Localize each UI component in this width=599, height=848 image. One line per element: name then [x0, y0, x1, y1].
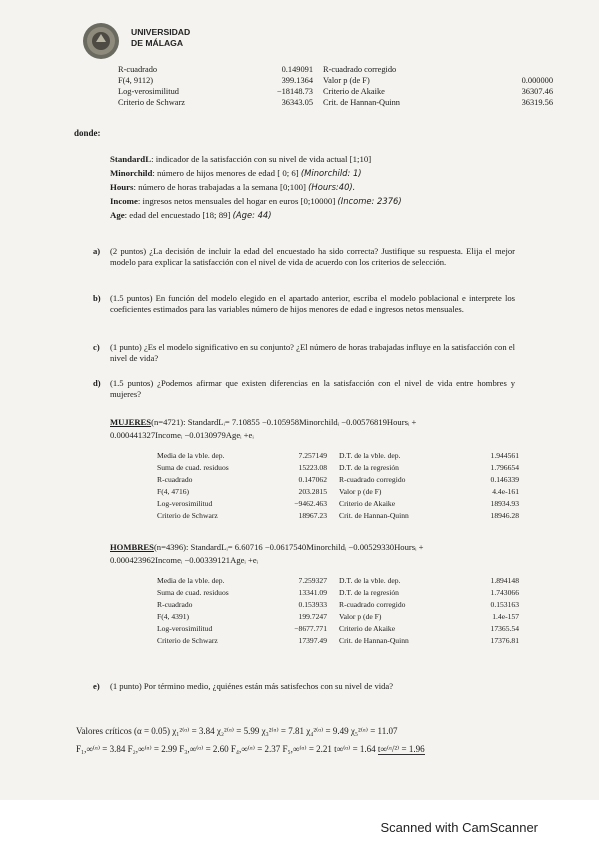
hombres-equation-line2: 0.000423962Incomeᵢ −0.00339121Ageᵢ +eᵢ: [110, 554, 259, 565]
stat-label: Criterio de Schwarz: [118, 98, 185, 107]
table-row: [157, 462, 519, 474]
question-c: [93, 342, 515, 364]
table-row: [157, 635, 519, 647]
stat-value: 1.944561: [490, 451, 519, 460]
stat-label: F(4, 4716): [157, 487, 190, 496]
stat-value: −18148.73: [276, 87, 313, 96]
table-row: [157, 486, 519, 498]
stat-value: 17376.81: [490, 636, 519, 645]
mujeres-equation-line2: 0.000441327Incomeᵢ −0.0130979Ageᵢ +eᵢ: [110, 429, 254, 440]
definition-minorchild: [110, 166, 402, 180]
stat-value: 7.257149: [298, 451, 327, 460]
definition-term: StandardL: [110, 154, 152, 164]
table-row: [157, 510, 519, 522]
stat-value: 36319.56: [521, 98, 553, 107]
stat-value: 18967.23: [298, 511, 327, 520]
stat-value: 17365.54: [490, 624, 519, 633]
question-b: [93, 293, 515, 315]
stat-value: 1.743066: [490, 588, 519, 597]
stat-value: 0.146339: [490, 475, 519, 484]
stat-value: 4.4e-161: [492, 487, 519, 496]
mujeres-equation: StandardLᵢ= 7.10855 −0.105958Minorchildᵢ −0.00576819Hoursᵢ +: [187, 417, 417, 427]
stat-value: 0.153933: [298, 600, 327, 609]
stat-label: Valor p (de F): [339, 612, 382, 621]
question-label: a): [93, 246, 101, 256]
university-name: [131, 27, 190, 49]
stat-label: Criterio de Akaike: [339, 499, 396, 508]
stat-label: D.T. de la regresión: [339, 463, 399, 472]
top-stats-table: [118, 64, 553, 108]
question-e: [93, 681, 515, 692]
stat-label: Valor p (de F): [323, 76, 370, 85]
question-text: (1.5 puntos) ¿Podemos afirmar que existen diferencias en la satisfacción con el nivel de vida entre hombres y mujeres?: [110, 378, 515, 399]
stat-label: D.T. de la vble. dep.: [339, 451, 401, 460]
stat-label: Log-verosimilitud: [157, 499, 213, 508]
stat-label: Media de la vble. dep.: [157, 451, 225, 460]
donde-label: donde:: [74, 128, 101, 138]
mujeres-model: [110, 416, 530, 441]
definition-hours: [110, 180, 402, 194]
stat-label: R-cuadrado corregido: [323, 65, 397, 74]
stat-value: 18934.93: [490, 499, 519, 508]
stat-label: R-cuadrado: [157, 600, 193, 609]
stat-value: 1.894148: [490, 576, 519, 585]
stat-label: R-cuadrado: [157, 475, 193, 484]
stat-label: Criterio de Akaike: [323, 87, 385, 96]
table-row: [118, 86, 553, 97]
table-row: [157, 498, 519, 510]
mujeres-n: (n=4721):: [151, 417, 186, 427]
stat-value: 0.149091: [281, 65, 313, 74]
definition-standardl: [110, 152, 402, 166]
question-d: [93, 378, 515, 400]
table-row: [118, 97, 553, 108]
stat-label: R-cuadrado corregido: [339, 475, 406, 484]
stat-label: Criterio de Akaike: [339, 624, 396, 633]
critical-value-t-half: t∞⁽ᵅ/²⁾ = 1.96: [377, 744, 425, 754]
stat-label: Suma de cuad. residuos: [157, 588, 229, 597]
mujeres-label: MUJERES: [110, 417, 152, 427]
definition-term: Income: [110, 196, 138, 206]
stat-value: 7.259327: [298, 576, 327, 585]
hombres-equation: StandardLᵢ= 6.60716 −0.0617540Minorchildᵢ −0.00529330Hoursᵢ +: [190, 542, 424, 552]
stat-value: 0.153163: [490, 600, 519, 609]
stat-label: Criterio de Schwarz: [157, 511, 218, 520]
stat-label: Log-verosimilitud: [118, 87, 179, 96]
stat-label: Crit. de Hannan-Quinn: [339, 511, 409, 520]
stat-label: Suma de cuad. residuos: [157, 463, 229, 472]
stat-value: 15223.08: [298, 463, 327, 472]
stat-value: 13341.09: [298, 588, 327, 597]
table-row: [157, 450, 519, 462]
variable-definitions: [110, 152, 402, 222]
critical-values-f: F₁,∞⁽ᵅ⁾ = 3.84 F₂,∞⁽ᵅ⁾ = 2.99 F₃,∞⁽ᵅ⁾ = 2.60 F₄,∞⁽ᵅ⁾ = 2.37 F₅,∞⁽ᵅ⁾ = 2.21 t∞⁽ᵅ⁾ = 1.64: [76, 744, 378, 754]
mujeres-equation-line1: [110, 416, 530, 429]
handwritten-note: (Minorchild: 1): [300, 168, 362, 178]
stat-label: R-cuadrado: [118, 65, 158, 74]
stat-label: R-cuadrado corregido: [339, 600, 406, 609]
table-row: [157, 623, 519, 635]
critical-values-chi: Valores críticos (α = 0.05) χ₁²⁽ᵅ⁾ = 3.84 χ₂²⁽ᵅ⁾ = 5.99 χ₃²⁽ᵅ⁾ = 7.81 χ₄²⁽ᵅ⁾ = 9.49 χ₅²⁽ᵅ⁾ = 11.07: [76, 726, 398, 736]
table-row: [157, 575, 519, 587]
question-text: (2 puntos) ¿La decisión de incluir la edad del encuestado ha sido correcta? Justifique su respuesta. Elija el mejor modelo para explicar la satisfacción con el nivel de vida de acuerdo con los criterios de selección.: [110, 246, 515, 267]
stat-value: 203.2815: [298, 487, 327, 496]
question-text: (1.5 puntos) En función del modelo elegido en el apartado anterior, escriba el modelo poblacional e interprete los coeficientes estimados para las variables número de hijos menores de edad e ingresos netos mensuales.: [110, 293, 515, 314]
table-row: [157, 611, 519, 623]
question-label: d): [93, 378, 101, 388]
definition-text: : edad del encuestado [18; 89]: [124, 210, 233, 220]
stat-label: Valor p (de F): [339, 487, 382, 496]
stat-label: Crit. de Hannan-Quinn: [339, 636, 409, 645]
stat-label: Criterio de Schwarz: [157, 636, 218, 645]
stat-value: −9462.463: [294, 499, 327, 508]
hombres-stats-table: [157, 575, 519, 647]
stat-value: 0.147062: [298, 475, 327, 484]
definition-term: Minorchild: [110, 168, 153, 178]
stat-label: D.T. de la regresión: [339, 588, 399, 597]
stat-value: 1.4e-157: [492, 612, 519, 621]
university-seal-logo: [82, 22, 120, 60]
table-row: [157, 599, 519, 611]
stat-value: 18946.28: [490, 511, 519, 520]
critical-values-f-t: [76, 740, 425, 758]
university-line2: DE MÁLAGA: [131, 38, 184, 48]
critical-values: [76, 722, 425, 758]
stat-value: 36307.46: [521, 87, 553, 96]
stat-label: F(4, 9112): [118, 76, 154, 85]
definition-age: [110, 208, 402, 222]
mujeres-stats-table: [157, 450, 519, 522]
hombres-equation-line1: [110, 541, 530, 554]
question-text: (1 punto) ¿Es el modelo significativo en su conjunto? ¿El número de horas trabajadas influye en la satisfacción con el nivel de vida?: [110, 342, 515, 363]
university-line1: UNIVERSIDAD: [131, 27, 191, 37]
handwritten-note: (Age: 44): [232, 210, 272, 220]
stat-value: 399.1364: [281, 76, 313, 85]
table-row: [157, 474, 519, 486]
definition-text: : número de hijos menores de edad [ 0; 6]: [152, 168, 301, 178]
handwritten-note: (Income: 2376): [337, 196, 402, 206]
table-row: [118, 64, 553, 75]
camscanner-watermark: Scanned with CamScanner: [380, 820, 538, 835]
stat-value: 17397.49: [298, 636, 327, 645]
stat-value: 36343.05: [281, 98, 313, 107]
question-text: (1 punto) Por término medio, ¿quiénes están más satisfechos con su nivel de vida?: [110, 681, 394, 691]
stat-label: F(4, 4391): [157, 612, 190, 621]
stat-value: −8677.771: [294, 624, 327, 633]
hombres-model: [110, 541, 530, 566]
definition-income: [110, 194, 402, 208]
definition-text: : ingresos netos mensuales del hogar en euros [0;10000]: [137, 196, 338, 206]
hombres-label: HOMBRES: [110, 542, 154, 552]
stat-value: 199.7247: [298, 612, 327, 621]
stat-label: D.T. de la vble. dep.: [339, 576, 401, 585]
handwritten-note: (Hours:40).: [308, 182, 356, 192]
stat-value: 0.000000: [521, 76, 553, 85]
table-row: [118, 75, 553, 86]
table-row: [157, 587, 519, 599]
hombres-n: (n=4396):: [153, 542, 189, 552]
definition-text: : indicador de la satisfacción con su nivel de vida actual [1;10]: [151, 154, 372, 164]
stat-label: Log-verosimilitud: [157, 624, 213, 633]
definition-term: Hours: [110, 182, 134, 192]
stat-label: Crit. de Hannan-Quinn: [323, 98, 400, 107]
stat-label: Media de la vble. dep.: [157, 576, 225, 585]
stat-value: [473, 64, 553, 75]
stat-value: 1.796654: [490, 463, 519, 472]
definition-text: : número de horas trabajadas a la semana [0;100]: [133, 182, 309, 192]
question-a: [93, 246, 515, 268]
footer-bar: [0, 800, 599, 848]
definition-term: Age: [110, 210, 125, 220]
question-label: c): [93, 342, 100, 352]
question-label: b): [93, 293, 101, 303]
question-label: e): [93, 681, 100, 691]
